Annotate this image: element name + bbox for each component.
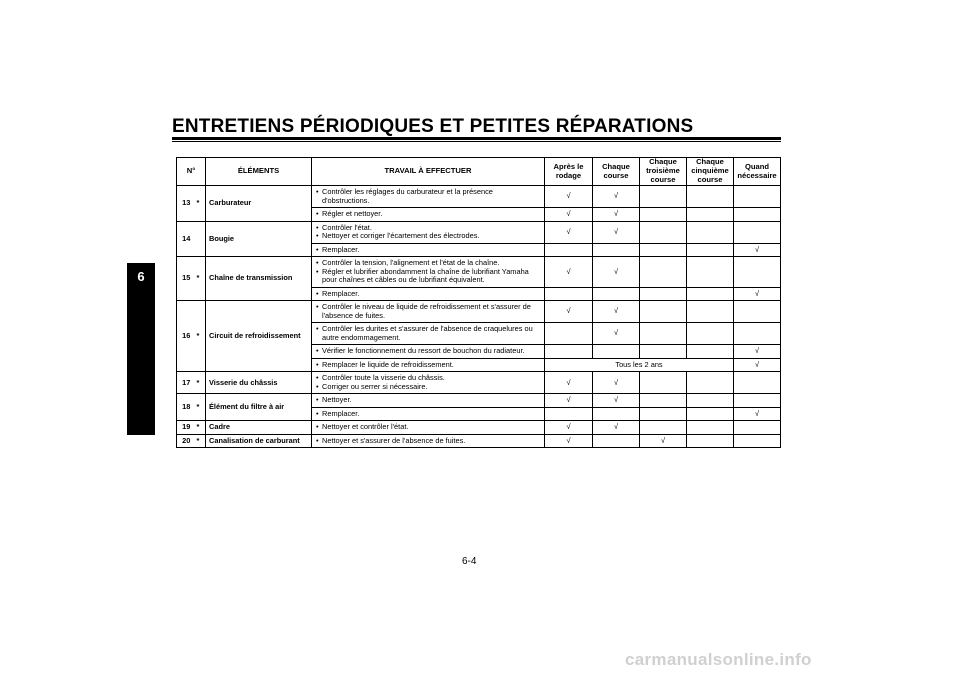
chapter-tab [127, 263, 155, 435]
bullet-icon: • [316, 209, 319, 219]
header-fifth: Chaque cinquième course [687, 158, 734, 186]
maintenance-table [176, 157, 781, 448]
check-mark-fifth [687, 394, 734, 408]
table-row [177, 372, 781, 394]
row-asterisk: * [196, 186, 206, 222]
bullet-icon: • [316, 373, 319, 383]
check-mark-after: √ [545, 394, 593, 408]
check-mark-when [734, 301, 781, 323]
check-mark-third [640, 301, 687, 323]
bullet-icon: • [316, 266, 319, 276]
row-element: Carburateur [206, 186, 312, 222]
check-mark-when [734, 323, 781, 345]
check-mark-every [593, 287, 640, 301]
row-asterisk: * [196, 257, 206, 301]
work-cell [312, 358, 545, 372]
check-mark-every: √ [593, 301, 640, 323]
row-asterisk: * [196, 394, 206, 421]
bullet-icon: • [316, 302, 319, 312]
page-title: ENTRETIENS PÉRIODIQUES ET PETITES RÉPARATIONS [172, 116, 694, 137]
row-number: 14 [177, 221, 196, 257]
check-mark-every [593, 434, 640, 448]
title-rule [172, 137, 781, 140]
work-cell [312, 345, 545, 359]
bullet-icon: • [316, 346, 319, 356]
header-when: Quand nécessaire [734, 158, 781, 186]
check-mark-fifth [687, 243, 734, 257]
bullet-item [316, 325, 542, 342]
check-mark-after: √ [545, 221, 593, 243]
task-text: Remplacer. [322, 408, 360, 418]
check-mark-after: √ [545, 186, 593, 208]
table-row [177, 421, 781, 435]
task-text: Contrôler la tension, l'alignement et l'état de la chaîne. [322, 258, 500, 268]
bullet-item [316, 396, 542, 405]
interval-span-cell: Tous les 2 ans [545, 358, 734, 372]
task-text: Nettoyer. [322, 395, 352, 405]
task-text: Nettoyer et corriger l'écartement des électrodes. [322, 231, 480, 241]
work-cell [312, 243, 545, 257]
check-mark-when [734, 372, 781, 394]
bullet-item [316, 437, 542, 446]
work-cell [312, 394, 545, 408]
check-mark-every: √ [593, 394, 640, 408]
check-mark-fifth [687, 434, 734, 448]
check-mark-when [734, 221, 781, 243]
check-mark-third [640, 372, 687, 394]
check-mark-when: √ [734, 345, 781, 359]
check-mark-every: √ [593, 323, 640, 345]
task-text: Contrôler les réglages du carburateur et la présence d'obstructions. [322, 187, 493, 205]
bullet-item [316, 361, 542, 370]
bullet-icon: • [316, 258, 319, 268]
row-element: Bougie [206, 221, 312, 257]
bullet-item [316, 303, 542, 320]
work-cell [312, 287, 545, 301]
task-text: Vérifier le fonctionnement du ressort de bouchon du radiateur. [322, 346, 525, 356]
row-element: Cadre [206, 421, 312, 435]
check-mark-third [640, 421, 687, 435]
header-after: Après le rodage [545, 158, 593, 186]
task-text: Contrôler les durites et s'assurer de l'absence de craquelures ou autre endommagement. [322, 324, 533, 342]
check-mark-fifth [687, 301, 734, 323]
bullet-icon: • [316, 381, 319, 391]
work-cell [312, 407, 545, 421]
bullet-item [316, 188, 542, 205]
table-row [177, 394, 781, 408]
check-mark-after [545, 323, 593, 345]
bullet-icon: • [316, 288, 319, 298]
bullet-icon: • [316, 435, 319, 445]
work-cell [312, 434, 545, 448]
task-text: Corriger ou serrer si nécessaire. [322, 381, 428, 391]
bullet-item [316, 246, 542, 255]
check-mark-third [640, 323, 687, 345]
bullet-item [316, 210, 542, 219]
check-mark-after [545, 287, 593, 301]
bullet-icon: • [316, 231, 319, 241]
row-number: 20 [177, 434, 196, 448]
work-cell [312, 323, 545, 345]
header-work: TRAVAIL À EFFECTUER [312, 158, 545, 186]
check-mark-fifth [687, 345, 734, 359]
row-element: Chaîne de transmission [206, 257, 312, 301]
check-mark-third: √ [640, 434, 687, 448]
check-mark-when [734, 394, 781, 408]
work-cell [312, 208, 545, 222]
check-mark-when [734, 421, 781, 435]
check-mark-when [734, 186, 781, 208]
bullet-item [316, 290, 542, 299]
check-mark-after [545, 243, 593, 257]
check-mark-every: √ [593, 257, 640, 288]
table-row [177, 257, 781, 288]
bullet-item [316, 347, 542, 356]
footer-watermark: carmanualsonline.info [625, 650, 812, 669]
check-mark-third [640, 287, 687, 301]
row-element: Élément du filtre à air [206, 394, 312, 421]
check-mark-fifth [687, 323, 734, 345]
bullet-icon: • [316, 395, 319, 405]
bullet-icon: • [316, 222, 319, 232]
check-mark-third [640, 257, 687, 288]
check-mark-fifth [687, 407, 734, 421]
work-cell [312, 221, 545, 243]
work-cell [312, 301, 545, 323]
check-mark-every [593, 243, 640, 257]
task-text: Contrôler le niveau de liquide de refroidissement et s'assurer de l'absence de fuites. [322, 302, 531, 320]
row-asterisk: * [196, 372, 206, 394]
check-mark-third [640, 186, 687, 208]
check-mark-third [640, 407, 687, 421]
work-cell [312, 372, 545, 394]
table-header-row [177, 158, 781, 186]
bullet-item [316, 410, 542, 419]
title-rule-thin [172, 141, 781, 142]
table-row [177, 301, 781, 323]
check-mark-fifth [687, 287, 734, 301]
row-number: 15 [177, 257, 196, 301]
task-text: Contrôler toute la visserie du châssis. [322, 373, 445, 383]
check-mark-fifth [687, 257, 734, 288]
check-mark-fifth [687, 221, 734, 243]
check-mark-when: √ [734, 243, 781, 257]
check-mark-every: √ [593, 186, 640, 208]
bullet-icon: • [316, 422, 319, 432]
row-number: 13 [177, 186, 196, 222]
check-mark-after: √ [545, 421, 593, 435]
bullet-item [316, 423, 542, 432]
row-asterisk [196, 221, 206, 257]
check-mark-fifth [687, 208, 734, 222]
task-text: Régler et lubrifier abondamment la chaîne de lubrifiant Yamaha pour chaînes et câbles ou de lubrifiant équivalent. [322, 266, 529, 285]
task-text: Remplacer le liquide de refroidissement. [322, 359, 454, 369]
table-body [177, 186, 781, 448]
check-mark-when [734, 257, 781, 288]
check-mark-every [593, 407, 640, 421]
work-cell [312, 257, 545, 288]
check-mark-third [640, 243, 687, 257]
check-mark-every [593, 345, 640, 359]
check-mark-when: √ [734, 358, 781, 372]
check-mark-when [734, 208, 781, 222]
table-row [177, 186, 781, 208]
row-number: 17 [177, 372, 196, 394]
check-mark-fifth [687, 372, 734, 394]
check-mark-every: √ [593, 208, 640, 222]
row-number: 18 [177, 394, 196, 421]
check-mark-fifth [687, 186, 734, 208]
header-element: ÉLÉMENTS [206, 158, 312, 186]
task-text: Nettoyer et contrôler l'état. [322, 422, 409, 432]
table-row [177, 221, 781, 243]
bullet-item [316, 383, 542, 392]
check-mark-after: √ [545, 372, 593, 394]
bullet-icon: • [316, 359, 319, 369]
row-element: Visserie du châssis [206, 372, 312, 394]
check-mark-after [545, 345, 593, 359]
task-text: Remplacer. [322, 244, 360, 254]
bullet-icon: • [316, 187, 319, 196]
chapter-tab-number: 6 [137, 269, 145, 284]
page-number: 6-4 [462, 556, 477, 567]
task-text: Régler et nettoyer. [322, 209, 383, 219]
row-asterisk: * [196, 301, 206, 372]
header-third: Chaque troisième course [640, 158, 687, 186]
work-cell [312, 186, 545, 208]
row-number: 16 [177, 301, 196, 372]
check-mark-third [640, 345, 687, 359]
bullet-item [316, 268, 542, 285]
check-mark-third [640, 208, 687, 222]
row-number: 19 [177, 421, 196, 435]
check-mark-after: √ [545, 257, 593, 288]
row-asterisk: * [196, 434, 206, 448]
check-mark-when: √ [734, 287, 781, 301]
check-mark-after: √ [545, 208, 593, 222]
work-cell [312, 421, 545, 435]
header-num: N° [177, 158, 206, 186]
check-mark-every: √ [593, 421, 640, 435]
bullet-icon: • [316, 244, 319, 254]
row-asterisk: * [196, 421, 206, 435]
task-text: Nettoyer et s'assurer de l'absence de fuites. [322, 435, 466, 445]
check-mark-every: √ [593, 221, 640, 243]
table-row [177, 434, 781, 448]
check-mark-third [640, 394, 687, 408]
task-text: Contrôler l'état. [322, 222, 372, 232]
check-mark-when: √ [734, 407, 781, 421]
bullet-icon: • [316, 324, 319, 334]
check-mark-every: √ [593, 372, 640, 394]
row-element: Circuit de refroidissement [206, 301, 312, 372]
bullet-item [316, 232, 542, 241]
check-mark-third [640, 221, 687, 243]
check-mark-after: √ [545, 434, 593, 448]
bullet-icon: • [316, 408, 319, 418]
task-text: Remplacer. [322, 288, 360, 298]
check-mark-fifth [687, 421, 734, 435]
check-mark-after: √ [545, 301, 593, 323]
header-every: Chaque course [593, 158, 640, 186]
check-mark-when [734, 434, 781, 448]
check-mark-after [545, 407, 593, 421]
row-element: Canalisation de carburant [206, 434, 312, 448]
